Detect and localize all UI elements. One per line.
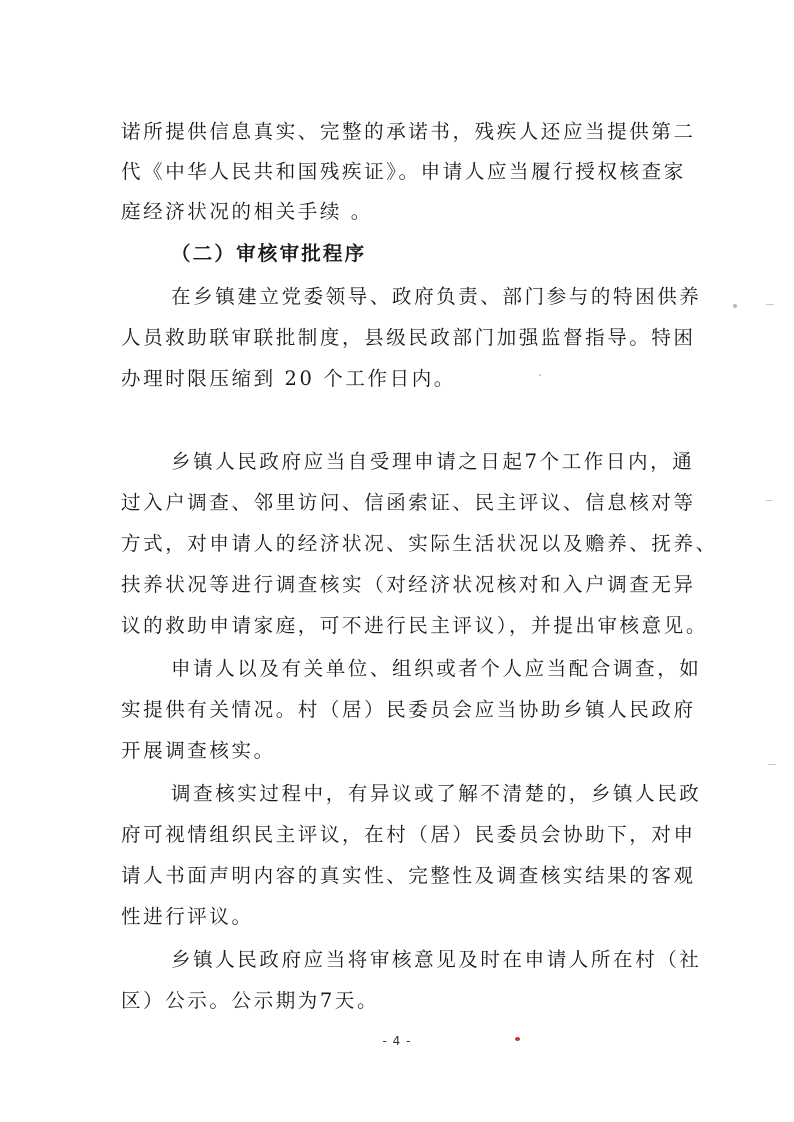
paragraph-first-line: 在乡镇建立党委领导、政府负责、部门参与的特困供养 [171,285,702,308]
text-line: 性进行评议。 [121,905,254,928]
paragraph-first-line: 申请人以及有关单位、组织或者个人应当配合调查，如 [171,657,702,680]
page-number: - 4 - [382,1034,412,1048]
text-line: 扶养状况等进行调查核实（对经济状况核对和入户调查无异 [121,573,696,596]
text-line: 人员救助联审联批制度，县级民政部门加强监督指导。特困 [121,326,696,349]
text-line: 庭经济状况的相关手续 。 [121,200,373,223]
scan-mark [766,500,772,501]
scan-mark [766,304,774,305]
scan-mark [768,764,776,765]
text-line: 代《中华人民共和国残疾证》。申请人应当履行授权核查家 [121,160,686,183]
paragraph-first-line: 乡镇人民政府应当自受理申请之日起7个工作日内，通 [171,450,695,473]
red-ink-mark [515,1037,520,1041]
text-line: 开展调查核实。 [121,739,276,762]
section-heading: （二）审核审批程序 [171,242,367,265]
text-line: 方式，对申请人的经济状况、实际生活状况以及赡养、抚养、 [121,532,718,555]
text-line: 议的救助申请家庭，可不进行民主评议），并提出审核意见。 [121,614,708,637]
scan-speck [539,374,541,376]
text-line: 办理时限压缩到 20 个工作日内。 [121,367,456,390]
text-line: 诺所提供信息真实、完整的承诺书，残疾人还应当提供第二 [121,120,696,143]
scan-speck [733,304,737,308]
text-line: 实提供有关情况。村（居）民委员会应当协助乡镇人民政府 [121,698,696,721]
text-line: 过入户调查、邻里访问、信函索证、民主评议、信息核对等 [121,491,696,514]
text-line: 府可视情组织民主评议，在村（居）民委员会协助下，对申 [121,823,696,846]
paragraph-first-line: 调查核实过程中，有异议或了解不清楚的，乡镇人民政 [171,782,702,805]
text-line: 请人书面声明内容的真实性、完整性及调查核实结果的客观 [121,864,696,887]
text-line: 区）公示。公示期为7天。 [121,989,380,1012]
paragraph-first-line: 乡镇人民政府应当将审核意见及时在申请人所在村（社 [171,948,702,971]
